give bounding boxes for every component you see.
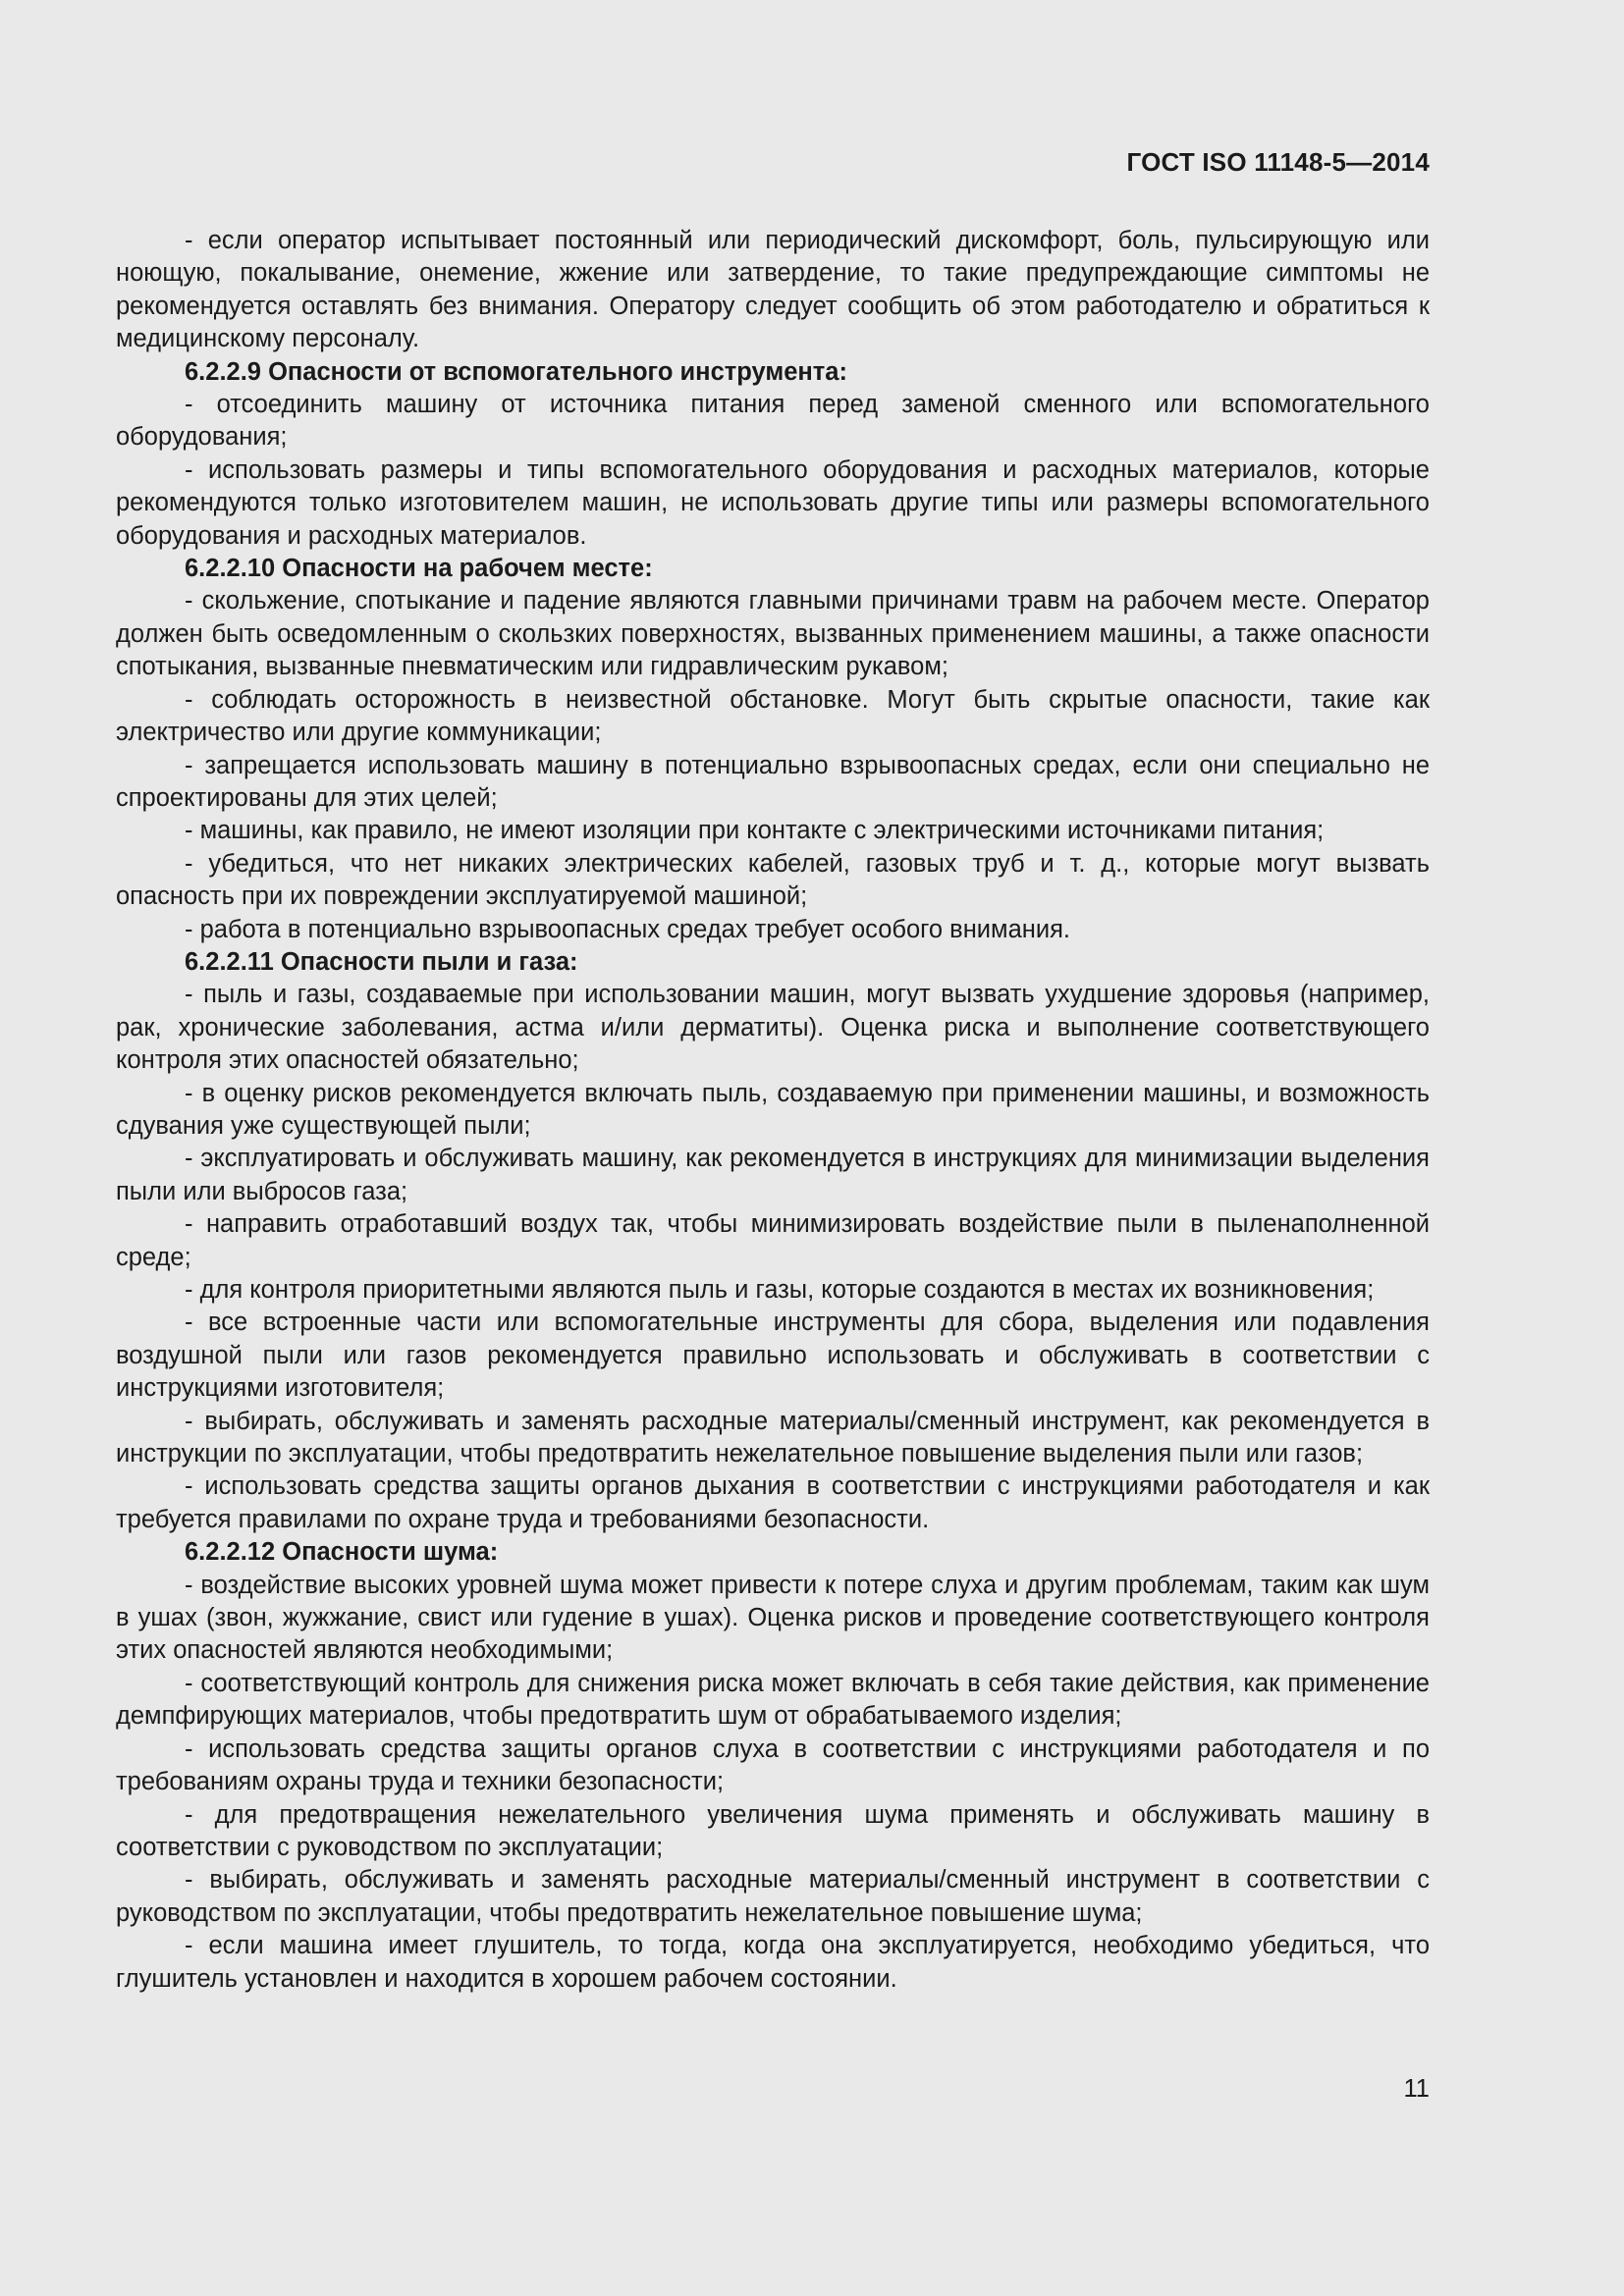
paragraph: - отсоединить машину от источника питания перед заменой сменного или вспомогательного оборудования; bbox=[116, 391, 1430, 452]
paragraph: - пыль и газы, создаваемые при использовании машин, могут вызвать ухудшение здоровья (например, рак, хронические заболевания, астма и/или дерматиты). Оценка риска и выполнение соответствующего контроля этих опасностей обязательно; bbox=[116, 981, 1430, 1075]
paragraph: - для предотвращения нежелательного увеличения шума применять и обслуживать машину в соответствии с руководством по эксплуатации; bbox=[116, 1800, 1430, 1861]
paragraph: - убедиться, что нет никаких электрических кабелей, газовых труб и т. д., которые могут вызвать опасность при их повреждении эксплуатируемой машиной; bbox=[116, 849, 1430, 911]
paragraph: - для контроля приоритетными являются пыль и газы, которые создаются в местах их возникновения; bbox=[185, 1276, 1375, 1304]
paragraph: - эксплуатировать и обслуживать машину, как рекомендуется в инструкциях для минимизации выделения пыли или выбросов газа; bbox=[116, 1145, 1430, 1205]
page-number: 11 bbox=[1403, 2075, 1430, 2103]
paragraph: - если машина имеет глушитель, то тогда, когда она эксплуатируется, необходимо убедиться, что глушитель установлен и находится в хорошем рабочем состоянии. bbox=[116, 1932, 1430, 1993]
paragraph: - направить отработавший воздух так, чтобы минимизировать воздействие пыли в пыленаполненной среде; bbox=[116, 1210, 1430, 1271]
paragraph: - в оценку рисков рекомендуется включать пыль, создаваемую при применении машины, и возможность сдувания уже существующей пыли; bbox=[116, 1079, 1430, 1140]
paragraph: - запрещается использовать машину в потенциально взрывоопасных средах, если они специально не спроектированы для этих целей; bbox=[116, 751, 1430, 812]
document-body bbox=[116, 225, 1430, 1996]
section-heading-6-2-2-11: 6.2.2.11 Опасности пыли и газа: bbox=[185, 947, 578, 976]
paragraph: - соблюдать осторожность в неизвестной обстановке. Могут быть скрытые опасности, такие как электричество или другие коммуникации; bbox=[116, 685, 1430, 747]
paragraph: - использовать средства защиты органов слуха в соответствии с инструкциями работодателя и по требованиям охраны труда и техники безопасности; bbox=[116, 1735, 1430, 1796]
section-heading-6-2-2-9: 6.2.2.9 Опасности от вспомогательного инструмента: bbox=[185, 357, 847, 386]
paragraph: - все встроенные части или вспомогательные инструменты для сбора, выделения или подавления воздушной пыли или газов рекомендуется правильно использовать и обслуживать в соответствии с инструкциями изготовителя; bbox=[116, 1308, 1430, 1403]
paragraph: - использовать размеры и типы вспомогательного оборудования и расходных материалов, которые рекомендуются только изготовителем машин, не использовать другие типы или размеры вспомогательного оборудования и расходных материалов. bbox=[116, 455, 1430, 550]
section-heading-6-2-2-10: 6.2.2.10 Опасности на рабочем месте: bbox=[185, 555, 653, 583]
paragraph: - использовать средства защиты органов дыхания в соответствии с инструкциями работодателя и как требуется правилами по охране труда и требованиями безопасности. bbox=[116, 1472, 1430, 1533]
section-heading-6-2-2-12: 6.2.2.12 Опасности шума: bbox=[185, 1538, 499, 1567]
paragraph: - выбирать, обслуживать и заменять расходные материалы/сменный инструмент, как рекомендуется в инструкции по эксплуатации, чтобы предотвратить нежелательное повышение выделения пыли или газов; bbox=[116, 1407, 1430, 1468]
document-header: ГОСТ ISO 11148-5—2014 bbox=[1126, 147, 1430, 177]
paragraph: - соответствующий контроль для снижения риска может включать в себя такие действия, как применение демпфирующих материалов, чтобы предотвратить шум от обрабатываемого изделия; bbox=[116, 1669, 1430, 1731]
paragraph: - машины, как правило, не имеют изоляции при контакте с электрическими источниками питания; bbox=[185, 817, 1325, 845]
paragraph: - если оператор испытывает постоянный или периодический дискомфорт, боль, пульсирующую или ноющую, покалывание, онемение, жжение или затвердение, то такие предупреждающие симптомы не рекомендуется оставлять без внимания. Оператору следует сообщить об этом работодателю и обратиться к медицинскому персоналу. bbox=[116, 227, 1430, 353]
paragraph: - воздействие высоких уровней шума может привести к потере слуха и другим проблемам, таким как шум в ушах (звон, жужжание, свист или гудение в ушах). Оценка рисков и проведение соответствующего контроля этих опасностей являются необходимыми; bbox=[116, 1571, 1430, 1665]
paragraph: - выбирать, обслуживать и заменять расходные материалы/сменный инструмент в соответствии с руководством по эксплуатации, чтобы предотвратить нежелательное повышение шума; bbox=[116, 1866, 1430, 1927]
paragraph: - работа в потенциально взрывоопасных средах требует особого внимания. bbox=[185, 915, 1070, 943]
paragraph: - скольжение, спотыкание и падение являются главными причинами травм на рабочем месте. Оператор должен быть осведомленным о скользких поверхностях, вызванных применением машины, а также опасности спотыкания, вызванные пневматическим или гидравлическим рукавом; bbox=[116, 587, 1430, 681]
